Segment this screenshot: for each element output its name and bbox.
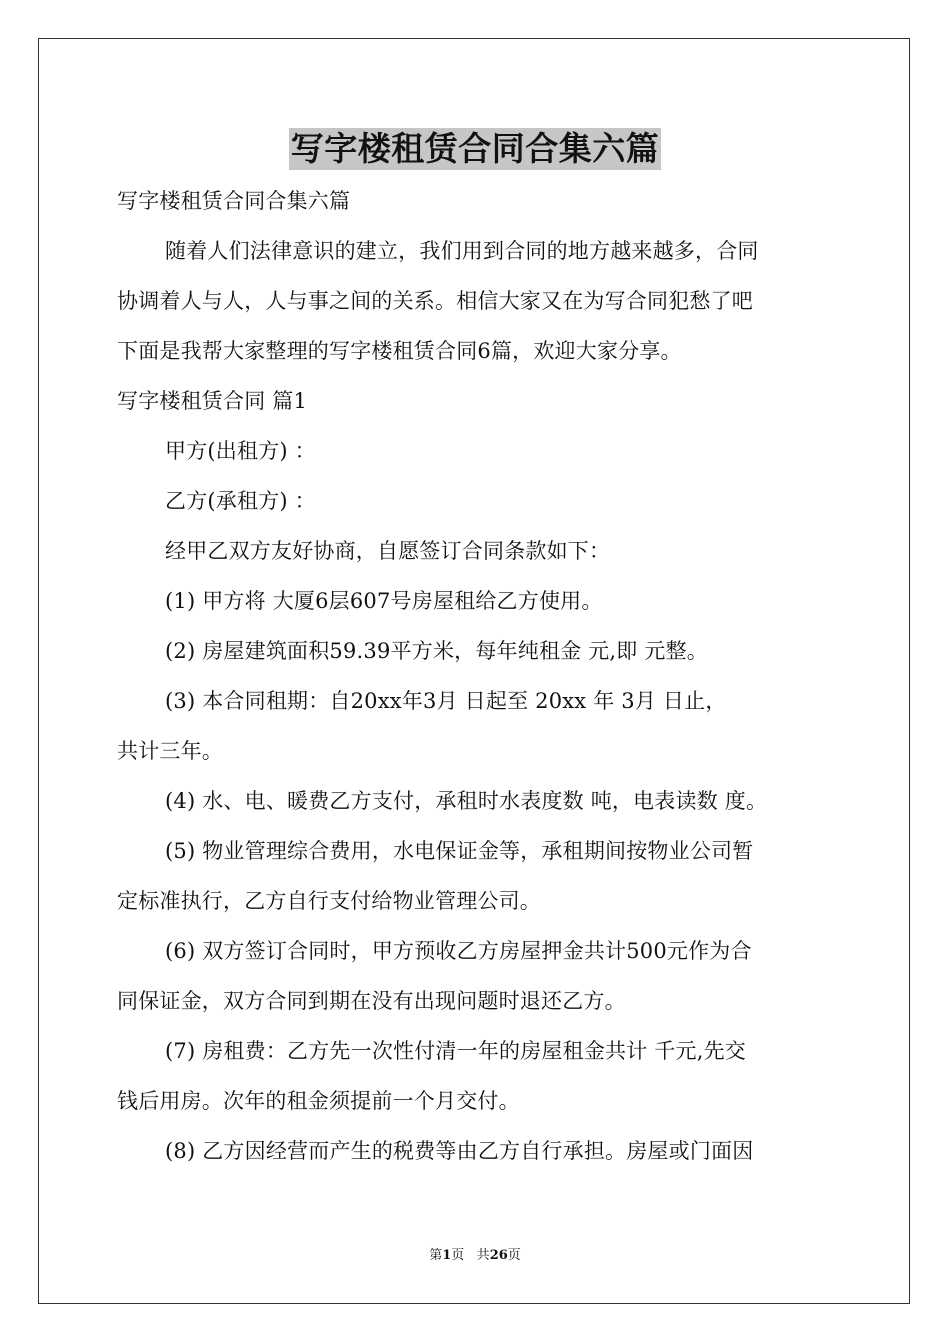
page-prefix: 第	[429, 1248, 443, 1263]
text-line: 经甲乙双方友好协商，自愿签订合同条款如下：	[165, 539, 611, 563]
total-prefix: 共	[476, 1248, 490, 1263]
title-container	[0, 128, 950, 170]
total-page-count: 26	[489, 1248, 508, 1263]
text-line: (3) 本合同租期：自20xx年3月 日起至 20xx 年 3月 日止，	[165, 689, 727, 713]
text-line: 共计三年。	[117, 739, 223, 763]
text-line: (2) 房屋建筑面积59.39平方米，每年纯租金 元,即 元整。	[165, 639, 708, 663]
document-body	[117, 176, 837, 1176]
document-title: 写字楼租赁合同合集六篇	[290, 129, 660, 168]
text-line: (8) 乙方因经营而产生的税费等由乙方自行承担。房屋或门面因	[165, 1139, 754, 1163]
text-line: (1) 甲方将 大厦6层607号房屋租给乙方使用。	[165, 589, 603, 613]
text-line: 钱后用房。次年的租金须提前一个月交付。	[117, 1089, 520, 1113]
text-line: 协调着人与人，人与事之间的关系。相信大家又在为写合同犯愁了吧	[117, 289, 753, 313]
text-line: 写字楼租赁合同 篇1	[117, 389, 308, 413]
current-page-number: 1	[442, 1248, 452, 1263]
text-line: (7) 房租费：乙方先一次性付清一年的房屋租金共计 千元,先交	[165, 1039, 746, 1063]
text-line: 下面是我帮大家整理的写字楼租赁合同6篇，欢迎大家分享。	[117, 339, 682, 363]
text-line: 随着人们法律意识的建立，我们用到合同的地方越来越多，合同	[165, 239, 759, 263]
text-line: (4) 水、电、暖费乙方支付，承租时水表度数 吨，电表读数 度。	[165, 789, 768, 813]
text-line: (6) 双方签订合同时，甲方预收乙方房屋押金共计500元作为合	[165, 939, 752, 963]
text-line: 同保证金，双方合同到期在没有出现问题时退还乙方。	[117, 989, 626, 1013]
page-footer	[0, 1247, 950, 1265]
text-line: 乙方(承租方) ：	[165, 489, 316, 513]
text-line: 定标准执行，乙方自行支付给物业管理公司。	[117, 889, 541, 913]
total-suffix: 页	[507, 1248, 521, 1263]
text-line: (5) 物业管理综合费用，水电保证金等，承租期间按物业公司暂	[165, 839, 754, 863]
text-line: 甲方(出租方) ：	[165, 439, 316, 463]
page-suffix: 页	[451, 1248, 465, 1263]
text-line: 写字楼租赁合同合集六篇	[117, 189, 351, 213]
